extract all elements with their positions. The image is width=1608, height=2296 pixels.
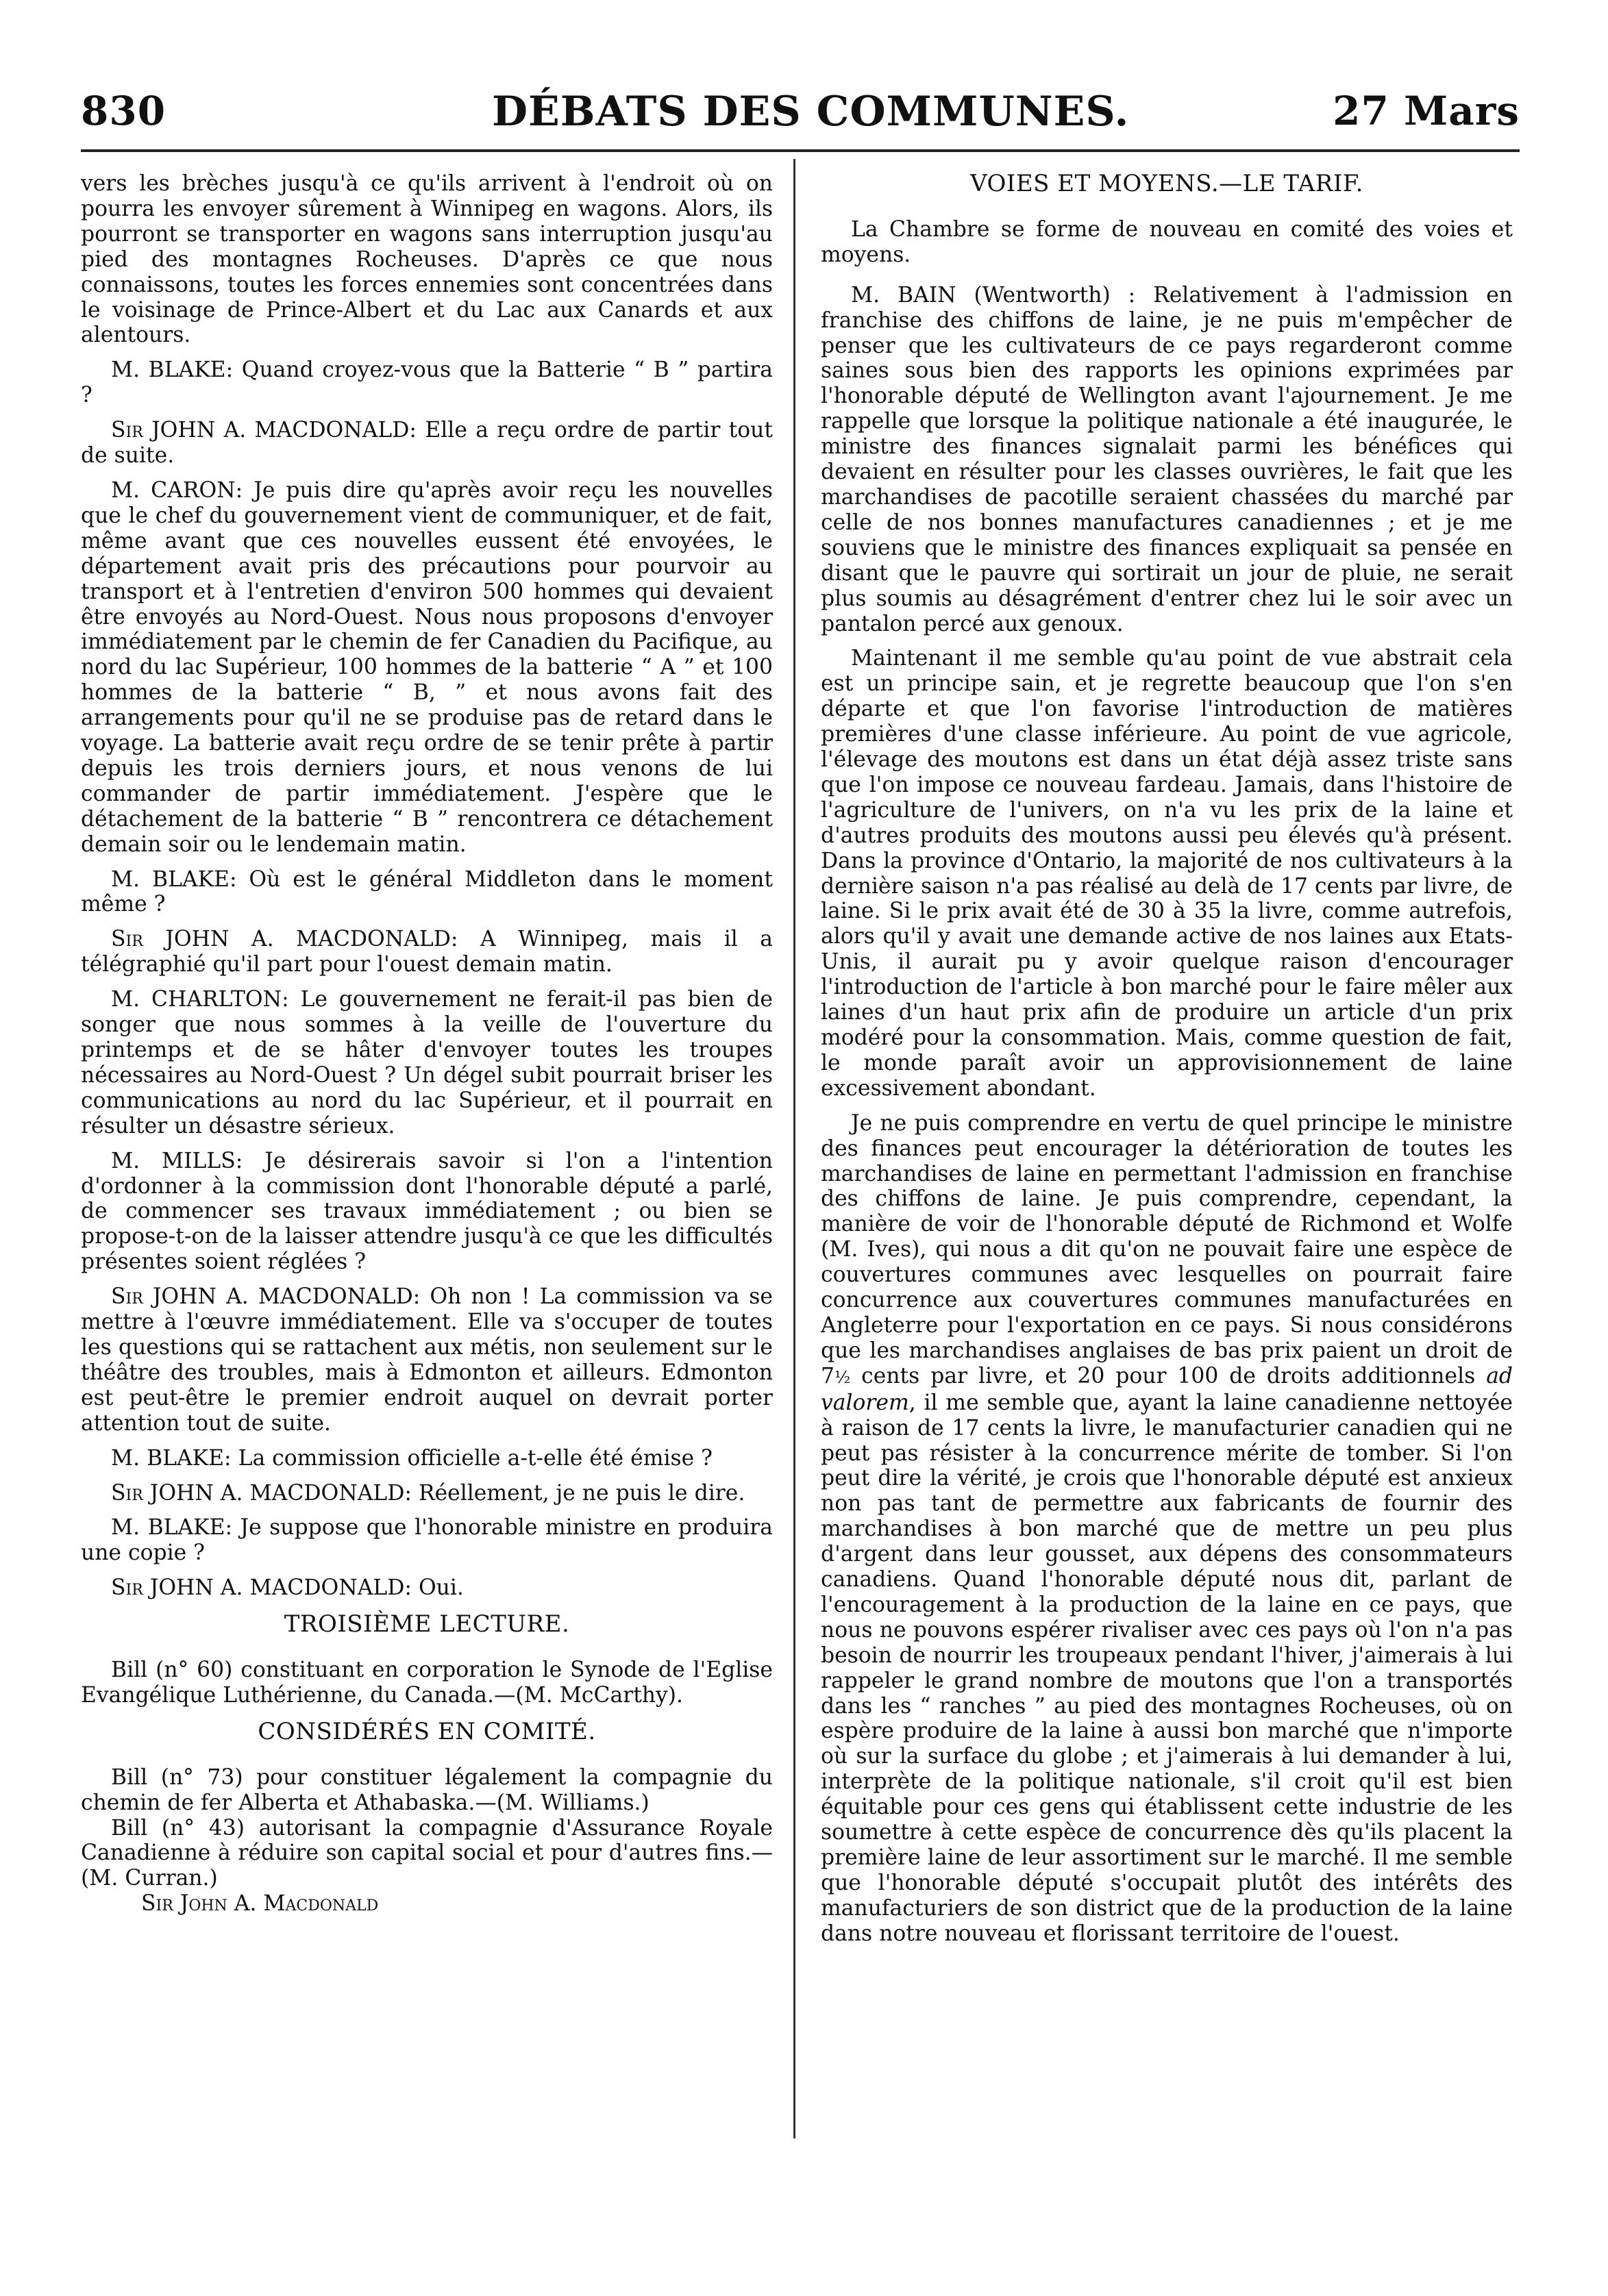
page-date: 27 Mars bbox=[1333, 88, 1520, 134]
speaker-name: Sir JOHN A. MACDONALD bbox=[111, 1284, 413, 1310]
speaker-name: M. BLAKE bbox=[111, 358, 226, 383]
speech-text: (Wentworth) : Relativement à l'admission en franchise des chiffons de laine, je ne puis m'empêcher de penser que les cultivateurs de ce pays regarderont comme saines sous bien des rapports les opinions exprimées par l'honorable député de Wellington avant l'ajournement. Je me rappelle que lorsque la politique nationale a été inaugurée, le ministre des finances signalait parmi les bénéfices qui devaient en résulter pour les classes ouvrières, le fait que les marchandises de pacotille seraient chassées du marché par celle de nos bonnes manufactures canadiennes ; et je me souviens que le ministre des finances expliquait sa pensée en disant que le pauvre qui sortirait un jour de pluie, ne serait plus soumis au désagrément d'entrer chez lui le soir avec un pantalon percé aux genoux. bbox=[821, 282, 1513, 636]
right-column bbox=[821, 171, 1513, 1956]
section-heading-committee: CONSIDÉRÉS EN COMITÉ. bbox=[258, 1717, 596, 1745]
speech-text: Je ne puis comprendre en vertu de quel principe le ministre des finances peut encourager la détérioration de toutes les marchandises de laine en permettant l'admission en franchise des chiffons de laine. Je puis comprendre, cependant, la manière de voir de l'honorable député de Richmond et Wolfe (M. Ives), qui nous a dit qu'on ne pouvait faire une espèce de couvertures communes avec lesquelles on pourrait faire concurrence aux couvertures communes manufacturées en Angleterre pour l'exportation en ce pays. Si nous considérons que les marchandises anglaises de bas prix paient un droit de 7 bbox=[821, 1110, 1513, 1388]
fraction-half: ½ bbox=[834, 1367, 851, 1387]
journal-title: DÉBATS DES COMMUNES. bbox=[492, 88, 1130, 136]
speech-paragraph bbox=[81, 1481, 773, 1506]
speech-paragraph bbox=[821, 1111, 1513, 1947]
speech-text: : Où est le général Middleton dans le moment même ? bbox=[81, 866, 773, 917]
speech-text: : Oh non ! La commission va se mettre à l'œuvre immédiatement. Elle va s'occuper de toutes les questions qui se rattachent aux métis, non seulement sur le théâtre des troubles, mais à Edmonton et ailleurs. Edmonton est peut-être le premier endroit auquel on devrait porter attention tout de suite. bbox=[81, 1284, 773, 1436]
speaker-name: M. BAIN bbox=[851, 282, 956, 308]
speech-paragraph bbox=[81, 987, 773, 1138]
speech-paragraph bbox=[81, 1149, 773, 1275]
left-column bbox=[81, 171, 773, 1926]
speech-text: : A Winnipeg, mais il a télégraphié qu'il part pour l'ouest demain matin. bbox=[81, 927, 773, 977]
speaker-name: M. BLAKE bbox=[111, 1515, 225, 1540]
page-signature: Sir John A. Macdonald bbox=[141, 1891, 379, 1917]
speech-paragraph bbox=[81, 358, 773, 408]
speech-paragraph bbox=[81, 1446, 773, 1471]
speech-paragraph bbox=[81, 478, 773, 858]
speech-paragraph bbox=[81, 1515, 773, 1566]
procedural-note: La Chambre se forme de nouveau en comité des voies et moyens. bbox=[821, 216, 1513, 267]
page-number: 830 bbox=[81, 88, 166, 134]
speech-paragraph bbox=[81, 1284, 773, 1436]
speech-paragraph bbox=[81, 1575, 773, 1601]
header-divider bbox=[81, 149, 1520, 152]
bill-entry: Bill (n° 43) autorisant la compagnie d'Assurance Royale Canadienne à réduire son capital social et pour d'autres fins.—(M. Curran.) bbox=[81, 1815, 773, 1891]
speech-text: : Le gouvernement ne ferait-il pas bien de songer que nous sommes à la veille de l'ouverture du printemps et de se hâter d'envoyer toutes les troupes nécessaires au Nord-Ouest ? Un dégel subit pourrait briser les communications au nord du lac Supérieur, et il pourrait en résulter un désastre sérieux. bbox=[81, 987, 773, 1138]
bill-entry: Bill (n° 60) constituant en corporation le Synode de l'Eglise Evangélique Luthérienne, du Canada.—(M. McCarthy). bbox=[81, 1658, 773, 1708]
speech-text: : La commission officielle a-t-elle été émise ? bbox=[224, 1445, 713, 1471]
speech-paragraph bbox=[81, 927, 773, 977]
speech-paragraph: Maintenant il me semble qu'au point de vue abstrait cela est un principe sain, et je regrette beaucoup que l'on s'en départe et que l'on favorise l'introduction de matières premières d'une classe inférieure. Au point de vue agricole, l'élevage des moutons est dans un état déjà assez triste sans que l'on impose ce nouveau fardeau. Jamais, dans l'histoire de l'agriculture de l'univers, on n'a vu les prix de la laine et d'autres produits des moutons aussi peu élevés qu'à présent. Dans la province d'Ontario, la majorité de nos cultivateurs à la dernière saison n'a pas réalisé au delà de 17 cents par livre, de laine. Si le prix avait été de 30 à 35 la livre, comme autrefois, alors qu'il y avait une demande active de nos laines aux Etats-Unis, il aurait pu y avoir quelque raison d'encourager l'introduction de l'article à bon marché pour le faire mêler aux laines d'un haut prix afin de produire un article d'un prix modéré pour la consommation. Mais, comme question de fait, le monde paraît avoir un approvisionnement de laine excessivement abondant. bbox=[821, 646, 1513, 1101]
speaker-name: M. CHARLTON bbox=[111, 987, 282, 1012]
speech-text: : Elle a reçu ordre de partir tout de suite. bbox=[81, 418, 773, 469]
bill-entry: Bill (n° 73) pour constituer légalement la compagnie du chemin de fer Alberta et Athabaska.—(M. Williams.) bbox=[81, 1764, 773, 1815]
speech-paragraph bbox=[81, 418, 773, 469]
speech-text: cents par livre, et 20 pour 100 de droits additionnels bbox=[850, 1363, 1487, 1388]
speech-paragraph bbox=[821, 283, 1513, 637]
speech-text: , il me semble que, ayant la laine canadienne nettoyée à raison de 17 cents la livre, le manufacturier canadien qui ne peut pas résister à la concurrence mérite de tomber. Si l'on peut dire la vérité, je crois que l'honorable député est anxieux non pas tant de permettre aux fabricants de fournir des marchandises à bon marché que de mettre un peu plus d'argent dans leur gousset, aux dépens des consommateurs canadiens. Quand l'honorable député nous dit, parlant de l'encouragement à la production de la laine en ce pays, que nous ne pouvons espérer rivaliser avec ces pays où l'on n'a pas besoin de nourrir les troupeaux pendant l'hiver, j'aimerais à lui rappeler le grand nombre de moutons que l'on a transportés dans les “ ranches ” au pied des montagnes Rocheuses, où on espère produire de la laine à aussi bon marché que n'importe où sur la surface du globe ; et j'aimerais à lui demander à lui, interprète de la politique nationale, s'il croit qu'il est bien équitable pour ces gens qui établissent cette industrie de les soumettre à cette espèce de concurrence dès qu'ils placent la première laine de leur assortiment sur le marché. Il me semble que l'honorable député s'occupait plutôt des intérêts des manufacturiers de son district que de la production de la laine dans notre nouveau et florissant territoire de l'ouest. bbox=[821, 1390, 1513, 1946]
speech-text: : Je suppose que l'honorable ministre en produira une copie ? bbox=[81, 1515, 774, 1566]
speech-text: : Quand croyez-vous que la Batterie “ B ” partira ? bbox=[81, 358, 774, 408]
page-header bbox=[81, 88, 1520, 142]
speech-text: : Réellement, je ne puis le dire. bbox=[404, 1480, 745, 1506]
speaker-name: Sir JOHN A. MACDONALD bbox=[111, 1575, 405, 1601]
speech-paragraph bbox=[81, 867, 773, 918]
paragraph-continuation: vers les brèches jusqu'à ce qu'ils arrivent à l'endroit où on pourra les envoyer sûrement à Winnipeg en wagons. Alors, ils pourront se transporter en wagons sans interruption jusqu'au pied des montagnes Rocheuses. D'après ce que nous connaissons, toutes les forces ennemies sont concentrées dans le voisinage de Prince-Albert et du Lac aux Canards et aux alentours. bbox=[81, 171, 773, 348]
section-heading-ways-and-means: VOIES ET MOYENS.—LE TARIF. bbox=[970, 170, 1363, 197]
speaker-name: Sir JOHN A. MACDONALD bbox=[111, 1480, 405, 1506]
speech-text: : Je puis dire qu'après avoir reçu les nouvelles que le chef du gouvernement vient de communiquer, et de fait, même avant que ces nouvelles eussent été envoyées, le département avait pris des précautions pour pourvoir au transport et à l'entretien d'environ 500 hommes qui devaient être envoyés au Nord-Ouest. Nous nous proposons d'envoyer immédiatement par le chemin de fer Canadien du Pacifique, au nord du lac Supérieur, 100 hommes de la batterie “ A ” et 100 hommes de la batterie “ B, ” et nous avons fait des arrangements pour qu'il ne se produise pas de retard dans le voyage. La batterie avait reçu ordre de se tenir prête à partir depuis les trois derniers jours, et nous venons de lui commander de partir immédiatement. J'espère que le détachement de la batterie “ B ” rencontrera ce détachement demain soir ou le lendemain matin. bbox=[81, 477, 773, 857]
speaker-name: M. BLAKE bbox=[111, 1445, 225, 1471]
column-divider bbox=[793, 159, 795, 2138]
speaker-name: Sir JOHN A. MACDONALD bbox=[111, 927, 451, 952]
speaker-name: M. CARON bbox=[111, 477, 236, 503]
italic-term: ad valorem bbox=[821, 1363, 1513, 1415]
speech-text: : Oui. bbox=[404, 1575, 464, 1601]
speaker-name: M. BLAKE bbox=[111, 866, 230, 892]
speech-text: : Je désirerais savoir si l'on a l'intention d'ordonner à la commission dont l'honorable député a parlé, de commencer ses travaux immédiatement ; ou bien se propose-t-on de la laisser attendre jusqu'à ce que les difficultés présentes soient réglées ? bbox=[81, 1148, 773, 1275]
section-heading-third-reading: TROISIÈME LECTURE. bbox=[284, 1610, 570, 1638]
speaker-name: Sir JOHN A. MACDONALD bbox=[111, 418, 410, 443]
speaker-name: M. MILLS bbox=[111, 1148, 236, 1173]
